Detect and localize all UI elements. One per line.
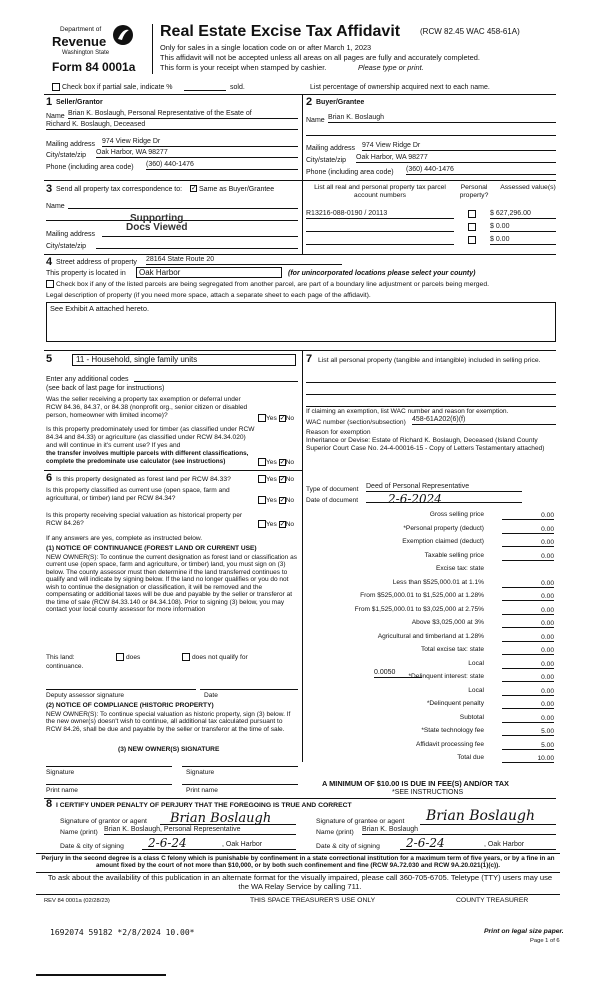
rule-mid-2 (302, 350, 303, 762)
partial-sale-label: Check box if partial sale, indicate % (62, 84, 173, 91)
dept-line: Department of (60, 26, 102, 33)
fee-value[interactable]: 0.00 (502, 673, 554, 682)
fee-label: From $1,525,000.01 to $3,025,000 at 2.75% (354, 605, 484, 613)
new-owner-sig-label-1: Signature (46, 769, 75, 776)
does-not-qualify-checkbox[interactable] (182, 653, 190, 661)
fee-label: *State technology fee (421, 727, 484, 734)
buyer-heading: Buyer/Grantee (316, 99, 365, 106)
corr-mailing-field[interactable] (102, 228, 298, 237)
parcel-number-1[interactable]: R13216-088-0190 / 20113 (306, 210, 454, 219)
fee-row (306, 606, 554, 617)
partial-sale-percent[interactable] (184, 82, 226, 91)
location-select[interactable]: Oak Harbor (136, 267, 282, 278)
street-address-field[interactable]: 28164 State Route 20 (146, 256, 342, 265)
fee-row (306, 619, 554, 630)
rule-7 (36, 853, 560, 854)
fee-row (306, 592, 554, 603)
q2-yes-checkbox[interactable] (258, 458, 266, 466)
fee-label: Exemption claimed (deduct) (402, 538, 484, 545)
fee-value[interactable]: 0.00 (502, 687, 554, 696)
fee-label: Affidavit processing fee (415, 740, 484, 748)
county-treasurer: COUNTY TREASURER (456, 897, 529, 904)
seller-city-field[interactable]: Oak Harbor, WA 98277 (96, 149, 298, 158)
page-number: Page 1 of 6 (530, 938, 560, 944)
fee-label: Taxable selling price (424, 551, 484, 559)
notice3-head: (3) NEW OWNER(S) SIGNATURE (118, 746, 220, 753)
q2-no-checkbox[interactable]: ✓ (279, 458, 286, 466)
fee-value[interactable]: 0.00 (502, 646, 554, 655)
fee-value[interactable]: 0.00 (502, 700, 554, 709)
rule-top (44, 94, 556, 95)
fee-label: Agricultural and timberland at 1.28% (377, 632, 484, 640)
dept-name: Revenue (52, 34, 107, 49)
legal-label: Legal description of property (if you need more space, attach a separate sheet to each page of the affidavit). (46, 292, 371, 299)
section6-q1-answer: Yes ✓No (258, 475, 294, 484)
personal-property-field-1[interactable] (306, 374, 556, 383)
buyer-phone-label: Phone (including area code) (306, 169, 394, 176)
fee-row (306, 538, 554, 549)
doc-type-field[interactable]: Deed of Personal Representative (366, 483, 522, 492)
form-title-ref: (RCW 82.45 WAC 458-61A) (420, 27, 520, 36)
new-owner-print-label-2: Print name (186, 787, 218, 794)
fee-label: Total due (457, 754, 484, 761)
legal-description-field[interactable]: See Exhibit A attached hereto. (46, 302, 556, 342)
new-owner-sig-label-2: Signature (186, 769, 215, 776)
header-line-3a: This form is your receipt when stamped by cashier. (160, 63, 327, 72)
fee-value[interactable]: 0.00 (502, 660, 554, 669)
s6q1-yes-checkbox[interactable] (258, 475, 266, 483)
seller-num: 1 (46, 96, 53, 108)
seller-phone-field[interactable]: (360) 440-1476 (146, 161, 298, 170)
fee-label: From $525,000.01 to $1,525,000 at 1.28% (360, 592, 484, 599)
grantee-name-label: Name (print) (316, 829, 354, 836)
grantor-signature-field[interactable]: Brian Boslaugh (160, 811, 296, 825)
fee-value[interactable]: 5.00 (502, 727, 554, 736)
q1-yes-checkbox[interactable] (258, 414, 266, 422)
fee-row (306, 687, 554, 698)
rule-3 (44, 254, 556, 255)
buyer-mailing-label: Mailing address (306, 145, 356, 152)
minimum-note: A MINIMUM OF $10.00 IS DUE IN FEE(S) AND/OR TAX (322, 779, 509, 788)
fee-value[interactable]: 5.00 (502, 741, 554, 750)
located-note: (for unincorporated locations please select your county) (288, 270, 476, 277)
section5-num: 5 (46, 353, 53, 365)
dor-logo (52, 20, 152, 80)
section6-q3-answer: Yes ✓No (258, 520, 294, 529)
new-owner-signature-2[interactable] (182, 758, 298, 767)
perjury-notice: Perjury in the second degree is a class C felony which is punishable by confinement in a state correctional institution for a maximum term of five years, or by a fine in an amount fixed by the court of not more than $10,000, or by both such confinement and fine (RCW 9A.72.030 and RCW 9A.20.021(1)(c)). (41, 855, 555, 870)
form-title: Real Estate Excise Tax Affidavit (160, 23, 401, 40)
grantee-date-field[interactable]: 2-6-24 , Oak Harbor (400, 836, 556, 850)
fee-label: Local (468, 659, 484, 667)
deputy-signature-field[interactable] (46, 681, 196, 690)
fee-label: Subtotal (459, 713, 484, 721)
buyer-name-field[interactable]: Brian K. Boslaugh (328, 114, 556, 123)
fee-value[interactable]: 0.00 (502, 538, 554, 547)
revenue-logo-icon (112, 24, 134, 46)
fee-row (306, 660, 554, 671)
alt-format-notice: To ask about the availability of this publication in an alternate format for the visually impaired, please call 360-705-6705. Teletype (TTY) users may use the WA Relay Service by calling 711. (47, 873, 553, 891)
s6q2-yes-checkbox[interactable] (258, 496, 266, 504)
header-divider (152, 24, 153, 74)
fee-row (306, 714, 554, 725)
buyer-city-label: City/state/zip (306, 157, 347, 164)
fee-value[interactable]: 0.00 (502, 633, 554, 642)
fee-row (306, 727, 554, 738)
corr-name-field[interactable] (68, 200, 298, 209)
receipt-stamp: 1692074 59182 *2/8/2024 10.00* (50, 928, 195, 937)
new-owner-print-1[interactable] (46, 776, 172, 785)
grantee-signature-field[interactable]: Brian Boslaugh (420, 808, 556, 825)
corr-heading: Send all property tax correspondence to: (56, 186, 183, 193)
corr-city-field[interactable] (96, 240, 298, 249)
seller-name-field-2[interactable]: Richard K. Boslaugh, Deceased (46, 121, 298, 130)
section5-q1: Was the seller receiving a property tax exemption or deferral under RCW 84.36, 84.37, or 84.38 (nonprofit org., senior citizen or disabled person, homeowner with limited income)? (46, 396, 248, 419)
bottom-bar (36, 974, 166, 976)
grantor-date-field[interactable]: 2-6-24 , Oak Harbor (142, 836, 296, 850)
section5-q2b: the transfer involves multiple parcels with different classifications, complete the predominate use calculator (see instructions) (46, 450, 249, 465)
fee-value[interactable]: 0.00 (502, 714, 554, 723)
personal-property-field-2[interactable] (306, 386, 556, 395)
section6-q2-answer: Yes ✓No (258, 496, 294, 505)
q1-no-checkbox[interactable]: ✓ (279, 414, 286, 422)
header-line-2: This affidavit will not be accepted unless all areas on all pages are fully and accurately completed. (160, 53, 480, 62)
grantor-date-label: Date & city of signing (60, 843, 124, 850)
grantor-sig-label: Signature of grantor or agent (60, 818, 147, 825)
section7-num: 7 (306, 353, 313, 365)
does-not-label: does not qualify for (192, 654, 248, 661)
section6-num: 6 (46, 472, 53, 484)
grantee-date-label: Date & city of signing (316, 843, 380, 850)
fee-row (306, 754, 554, 765)
s6q3-no-checkbox[interactable]: ✓ (279, 520, 286, 528)
assessed-value-3[interactable]: $ 0.00 (490, 236, 556, 245)
seller-city-label: City/state/zip (46, 152, 87, 159)
fee-row (306, 673, 554, 684)
corr-city-label: City/state/zip (46, 243, 87, 250)
certify-text: I CERTIFY UNDER PENALTY OF PERJURY THAT THE FOREGOING IS TRUE AND CORRECT (56, 802, 352, 809)
fee-row (306, 633, 554, 644)
section8-num: 8 (46, 798, 53, 810)
rule-5 (44, 470, 302, 471)
seller-phone-label: Phone (including area code) (46, 164, 134, 171)
fee-row (306, 579, 554, 590)
deputy-date-field[interactable] (200, 681, 298, 690)
fee-value[interactable]: 0.00 (502, 606, 554, 615)
supporting-docs-stamp-1: Supporting (130, 213, 184, 224)
buyer-name-field-2[interactable] (306, 127, 556, 136)
rule-6 (44, 798, 556, 799)
section6-answer-note: If any answers are yes, complete as instructed below. (46, 535, 203, 542)
fee-row (306, 552, 554, 563)
local-rate-field[interactable]: 0.0050 (374, 669, 422, 678)
notice2-body: NEW OWNER(S): To continue special valuation as historic property, sign (3) below. If the new owner(s) doesn't wish to continue, all additional tax calculated pursuant to RCW 84.26, shall be due and payable by the seller or transferor at the time of sale. (46, 711, 291, 733)
rev-number: REV 84 0001a (02/28/23) (44, 898, 110, 904)
partial-sale-checkbox[interactable] (52, 83, 60, 91)
s6q3-yes-checkbox[interactable] (258, 520, 266, 528)
fee-label: Less than $525,000.01 at 1.1% (392, 578, 484, 586)
seller-name-label: Name (46, 113, 65, 120)
buyer-name-label: Name (306, 117, 325, 124)
fee-value[interactable]: 0.00 (502, 511, 554, 520)
fee-label: Above $3,025,000 at 3% (411, 619, 484, 626)
seller-mailing-label: Mailing address (46, 141, 96, 148)
grantee-sig-label: Signature of grantee or agent (316, 818, 405, 825)
personal-property-checkbox-2[interactable] (468, 223, 476, 231)
fee-row (306, 700, 554, 711)
personal-property-checkbox-3[interactable] (468, 236, 476, 244)
header-line-3b: Please type or print. (358, 63, 424, 72)
dept-state: Washington State (62, 50, 110, 56)
notice1-head: (1) NOTICE OF CONTINUANCE (FOREST LAND OR CURRENT USE) (46, 545, 257, 552)
segregated-checkbox[interactable] (46, 280, 54, 288)
fee-value[interactable] (502, 565, 554, 574)
form-number: Form 84 0001a (52, 60, 136, 74)
located-label: This property is located in (46, 270, 126, 277)
fee-label: Excise tax: state (435, 565, 484, 572)
s6q1-no-checkbox[interactable]: ✓ (279, 475, 286, 483)
continuance-label: continuance. (46, 663, 84, 670)
fee-label: *Delinquent interest: state (408, 673, 484, 680)
street-num: 4 (46, 256, 53, 268)
personal-property-checkbox-1[interactable] (468, 210, 476, 218)
fee-label: Total excise tax: state (420, 646, 484, 653)
new-owner-print-label-1: Print name (46, 787, 78, 794)
fee-row (306, 646, 554, 657)
header-line-1: Only for sales in a single location code on or after March 1, 2023 (160, 43, 372, 52)
new-owner-signature-1[interactable] (46, 758, 172, 767)
fee-label: Gross selling price (429, 511, 484, 518)
notice2-head: (2) NOTICE OF COMPLIANCE (HISTORIC PROPERTY) (46, 702, 214, 709)
fee-value[interactable]: 0.00 (502, 592, 554, 601)
section7-heading: List all personal property (tangible and intangible) included in selling price. (318, 357, 541, 364)
section5-q1-answer: Yes ✓No (258, 414, 294, 423)
fee-value[interactable]: 10.00 (502, 754, 554, 763)
wac-label: WAC number (section/subsection) (306, 419, 406, 426)
fee-row (306, 511, 554, 522)
fee-label: Local (468, 686, 484, 694)
same-as-buyer-checkbox[interactable]: ✓ (191, 185, 197, 192)
fee-row (306, 525, 554, 536)
doc-date-label: Date of document (306, 497, 359, 504)
this-land-label: This land: (46, 654, 75, 661)
section5-q2-answer: Yes ✓No (258, 458, 294, 467)
fee-label: *Delinquent penalty (426, 700, 484, 707)
buyer-mailing-field[interactable]: 974 View Ridge Dr (362, 142, 556, 151)
assessed-value-2[interactable]: $ 0.00 (490, 223, 556, 232)
reason-text: Inheritance or Devise: Estate of Richard K. Boslaugh, Deceased (Island County Superior Court Case No. 24-4-00016-15 - Copy of Letters Testamentary attached) (306, 437, 545, 452)
see-instructions: *SEE INSTRUCTIONS (392, 789, 464, 796)
assessed-value-1[interactable]: $ 627,296.00 (490, 210, 556, 219)
buyer-num: 2 (306, 96, 313, 108)
legal-paper-note: Print on legal size paper. (484, 928, 564, 935)
corr-name-label: Name (46, 203, 65, 210)
does-qualify-checkbox[interactable] (116, 653, 124, 661)
fee-label: *Personal property (deduct) (403, 524, 484, 532)
rule-mid-1 (302, 94, 303, 254)
wac-field[interactable]: 458-61A202(6)(f) (412, 416, 556, 425)
personal-property-field-3[interactable] (306, 398, 556, 407)
additional-codes-field[interactable] (134, 373, 298, 382)
section5-q2a: Is this property predominately used for timber (as classified under RCW 84.34 and 84.33) or agriculture (as classified under RCW 84.34.020) and will continue in it's current use? If yes and (46, 426, 255, 449)
partial-sale-sold: sold. (230, 84, 245, 91)
parcel-number-3[interactable] (306, 236, 454, 245)
doc-date-field[interactable]: 2-6-2024 (366, 492, 522, 503)
does-label: does (126, 654, 141, 661)
parcel-number-2[interactable] (306, 223, 454, 232)
corr-num: 3 (46, 183, 53, 195)
treasurer-use: THIS SPACE TREASURER'S USE ONLY (250, 897, 376, 904)
section6-q3: Is this property receiving special valuation as historical property per RCW 84.26? (46, 512, 243, 527)
fee-value[interactable]: 0.00 (502, 525, 554, 534)
notice1-body: NEW OWNER(S): To continue the current designation as forest land or classification as current use (open space, farm and agriculture, or timber) land, you must sign on (3) below. The county assessor must then determine if the land transferred continues to qualify and will indicate by signing below. If the land no longer qualifies or you do not wish to continue the designation or classification, it will be removed and the compensating or additional taxes will be due and payable by the seller or transferor at the time of sale (RCW 84.33.140 or 84.34.108). Prior to signing (3) below, you may contact your local county assessor for more information (46, 554, 297, 614)
seller-name-field[interactable]: Brian K. Boslaugh, Personal Representative of the Esate of (68, 110, 298, 119)
buyer-city-field[interactable]: Oak Harbor, WA 98277 (356, 154, 556, 163)
segregated-note: Check box if any of the listed parcels are being segregated from another parcel, are part of a boundary line adjustment or parcels being merged. (56, 281, 489, 288)
additional-codes-label: Enter any additional codes (46, 376, 129, 383)
grantor-name-label: Name (print) (60, 829, 98, 836)
deputy-date-label: Date (204, 692, 218, 699)
grantor-name-field[interactable]: Brian K. Boslaugh, Personal Representative (104, 826, 296, 835)
additional-codes-note: (see back of last page for instructions) (46, 385, 165, 392)
parcel-header-personal: Personal property? (459, 184, 489, 200)
section6-q1: Is this property designated as forest land per RCW 84.33? (56, 476, 231, 483)
use-code-select[interactable]: 11 - Household, single family units (72, 354, 296, 366)
seller-mailing-field[interactable]: 974 View Ridge Dr (102, 138, 298, 147)
doc-type-label: Type of document (306, 486, 359, 493)
parcel-header-assessed: Assessed value(s) (500, 184, 556, 191)
rule-9 (36, 894, 560, 895)
reason-label: Reason for exemption (306, 429, 371, 436)
rule-2 (44, 180, 556, 181)
fee-value[interactable]: 0.00 (502, 619, 554, 628)
corr-mailing-label: Mailing address (46, 231, 96, 238)
fee-value[interactable]: 0.00 (502, 552, 554, 561)
rule-4 (44, 350, 556, 351)
grantee-name-field[interactable]: Brian K. Boslaugh (362, 826, 556, 835)
ownership-note: List percentage of ownership acquired next to each name. (310, 84, 490, 91)
fee-row (306, 741, 554, 752)
seller-heading: Seller/Grantor (56, 99, 103, 106)
s6q2-no-checkbox[interactable]: ✓ (279, 496, 286, 504)
exempt-label: If claiming an exemption, list WAC number and reason for exemption. (306, 408, 509, 415)
supporting-docs-stamp-2: Docs Viewed (126, 222, 188, 233)
fee-value[interactable]: 0.00 (502, 579, 554, 588)
section6-q2: Is this property classified as current use (open space, farm and agricultural, or timber) land per RCW 84.34? (46, 487, 230, 502)
parcel-header-list: List all real and personal property tax parcel account numbers (314, 184, 446, 200)
street-label: Street address of property (56, 259, 137, 266)
new-owner-print-2[interactable] (182, 776, 298, 785)
deputy-signature-label: Deputy assessor signature (46, 692, 125, 699)
buyer-phone-field[interactable]: (360) 440-1476 (406, 166, 556, 175)
fee-row (306, 565, 554, 576)
corr-same-label: Same as Buyer/Grantee (199, 186, 275, 193)
